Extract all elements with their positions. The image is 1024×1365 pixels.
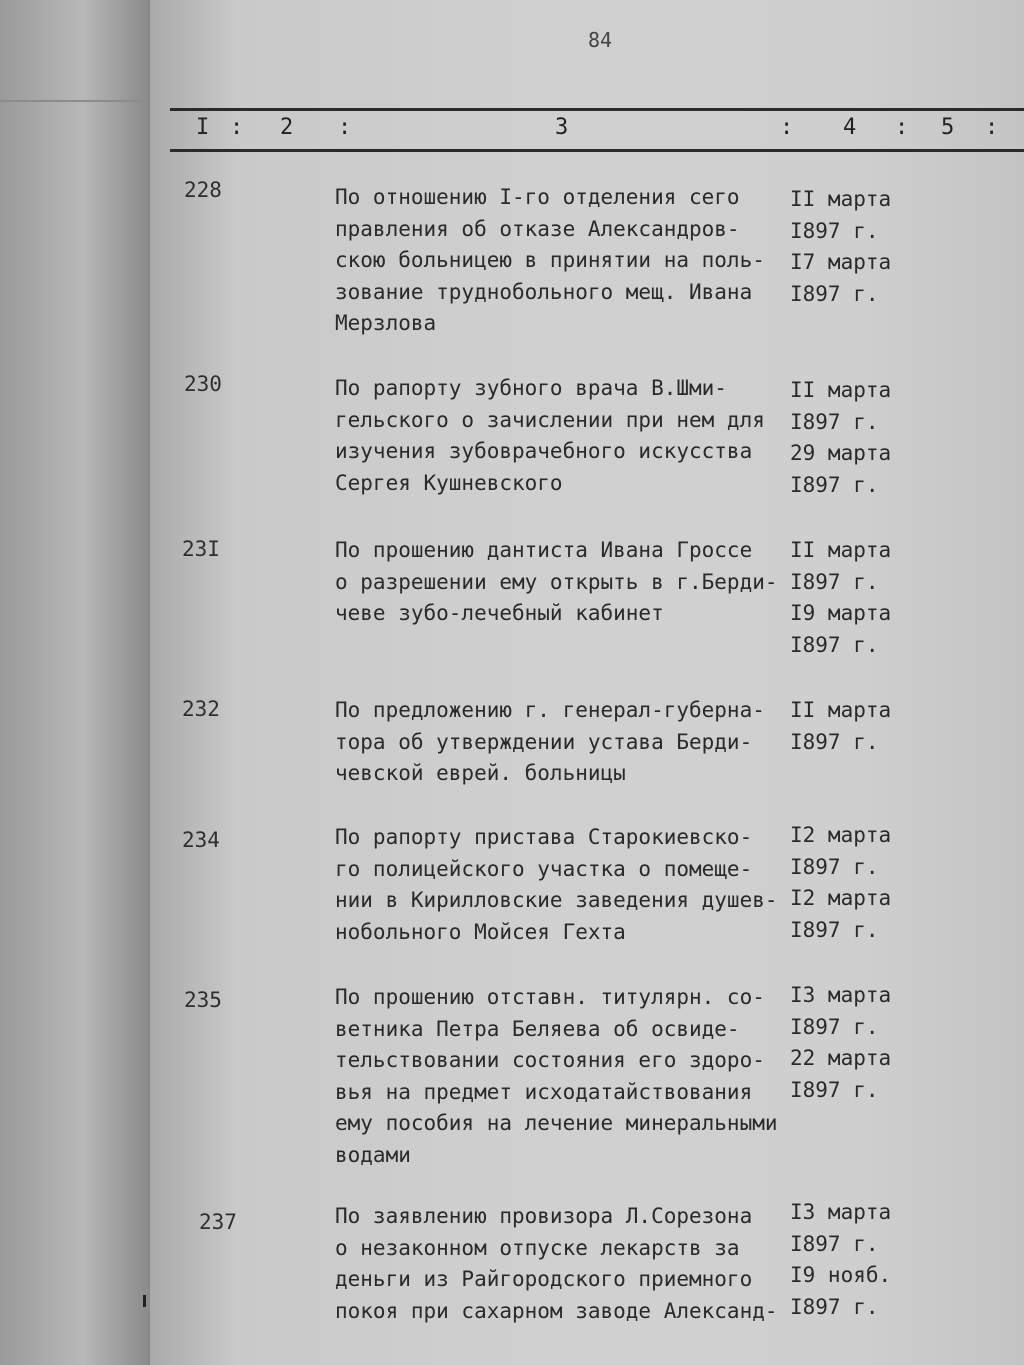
entry-dates: II марта I897 г. I7 марта I897 г. [790,187,892,306]
header-top-rule [170,108,1024,111]
column-separator: : [780,115,794,140]
entry-description: По прошению дантиста Ивана Гроссе о разрешении ему открыть в г.Берди- чеве зубо-лечебный кабинет [335,538,778,625]
entry-description: По заявлению провизора Л.Сорезона о незаконном отпуске лекарств за деньги из Райгородского приемного покоя при сахарном заводе Александ- [335,1204,778,1323]
column-separator: : [895,115,909,140]
entry-description: По прошению отставн. титулярн. со- ветника Петра Беляева об освиде- тельствовании состояния его здоро- вья на предмет исходатайствования ему пособия на лечение минеральными водами [335,985,778,1167]
entry-dates: I3 марта I897 г. I9 нояб. I897 г. [790,1200,892,1319]
facing-page-rule [0,100,150,102]
column-header-1: I [196,115,210,140]
entry-number: 234 [182,828,220,852]
column-header-4: 4 [843,115,857,140]
entry-dates: II марта I897 г. [790,698,892,754]
entry-description: По рапорту зубного врача В.Шми- гельского о зачислении при нем для изучения зубоврачебного искусства Сергея Кушневского [335,376,765,495]
entry-description: По отношению I-го отделения сего правления об отказе Александров- скою больницею в принятии на поль- зование труднобольного мещ. Ивана Мерзлова [335,185,765,335]
entry-number: 232 [182,697,220,721]
binding-mark [143,1295,146,1307]
column-separator: : [338,115,352,140]
column-header-5: 5 [941,115,955,140]
entry-number: 23I [182,537,220,561]
entry-number: 235 [184,988,222,1012]
column-separator: : [230,115,244,140]
entry-dates: II марта I897 г. 29 марта I897 г. [790,378,892,497]
entry-dates: II марта I897 г. I9 марта I897 г. [790,538,892,657]
column-header-2: 2 [280,115,294,140]
facing-page-edge [0,0,150,1365]
column-separator: : [985,115,999,140]
page-number: 84 [588,28,613,52]
header-bottom-rule [170,149,1024,152]
entry-number: 228 [184,178,222,202]
entry-dates: I2 марта I897 г. I2 марта I897 г. [790,823,892,942]
entry-description: По рапорту пристава Старокиевско- го полицейского участка о помеще- нии в Кирилловские заведения душев- нобольного Мойсея Гехта [335,825,778,944]
entry-number: 237 [199,1210,237,1234]
entry-description: По предложению г. генерал-губерна- тора об утверждении устава Берди- чевской еврей. больницы [335,698,765,785]
column-header-3: 3 [555,115,569,140]
entry-number: 230 [184,372,222,396]
entry-dates: I3 марта I897 г. 22 марта I897 г. [790,983,892,1102]
